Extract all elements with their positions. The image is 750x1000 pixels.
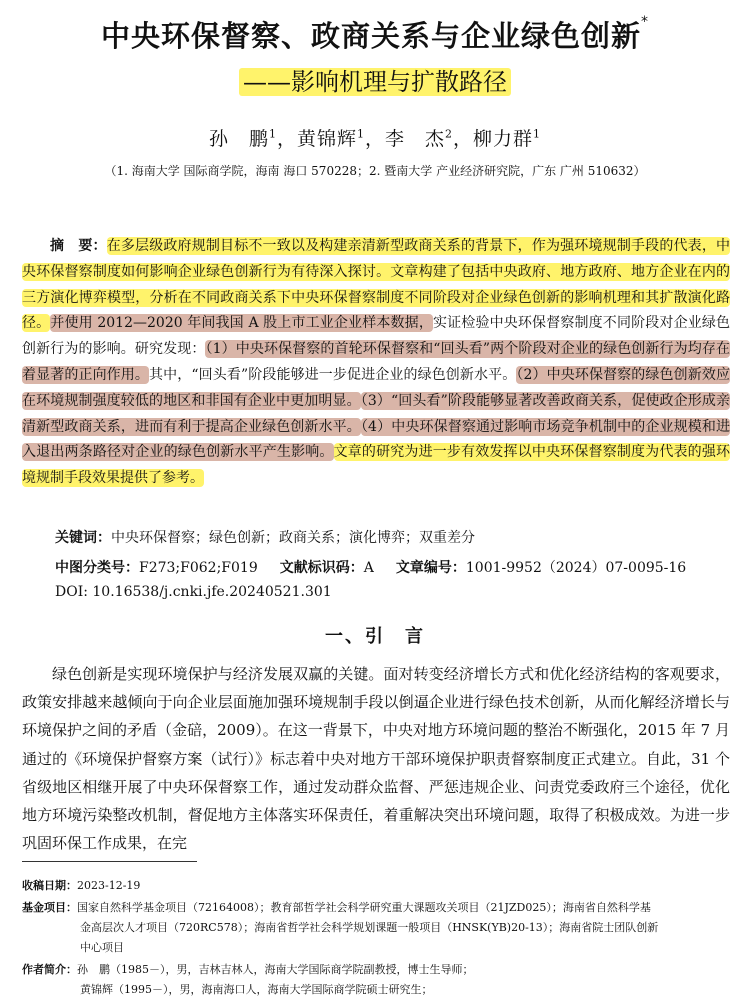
author-name: 孙 鹏 bbox=[208, 128, 269, 150]
abstract-highlight: 并使用 2012—2020 年间我国 A 股上市工业企业样本数据， bbox=[50, 315, 433, 332]
keywords: 关键词：中央环保督察；绿色创新；政商关系；演化博弈；双重差分 bbox=[55, 530, 475, 546]
abstract-highlight: （4）中央环保督察通过影响市场竞争机制中的企业规模和进入退出两条路径对企业的绿色创新水平产生影响。 bbox=[22, 418, 731, 461]
paper-subtitle: ——影响机理与扩散路径 bbox=[0, 62, 750, 97]
doi: DOI: 10.16538/j.cnki.jfe.20240521.301 bbox=[55, 584, 332, 600]
paper-title: 中央环保督察、政商关系与企业绿色创新* bbox=[100, 14, 649, 53]
abstract-label: 摘 要： bbox=[50, 238, 107, 254]
abstract-highlight: （1）中央环保督察的首轮环保督察和“回头看”两个阶段对企业的绿色创新行为均存在着显著的正向作用。 bbox=[22, 341, 730, 383]
abstract-highlight: 在多层级政府规制目标不一致以及构建亲清新型政商关系的背景下，作为强环境规制手段的代表，中央环保督察制度如何影响企业绿色创新行为有待深入探讨。文章构建了包括中央政府、地方政府、地方企业在内的三方演化博弈模型，分析在不同政商关系下中央环保督察制度不同阶段对企业绿色创新的影响机理和其扩散演化路径。 bbox=[22, 238, 731, 332]
author-name: 黄锦辉 bbox=[296, 128, 357, 150]
title-footnote-mark: * bbox=[641, 14, 649, 30]
author-name: 李 杰 bbox=[385, 128, 446, 150]
footnote-received: 收稿日期：2023-12-19 bbox=[22, 879, 141, 892]
affiliation: （1. 海南大学 国际商学院，海南 海口 570228；2. 暨南大学 产业经济研究院，广东 广州 510632） bbox=[104, 164, 646, 178]
section-heading: 一、引 言 bbox=[325, 626, 425, 647]
footnote-divider bbox=[22, 861, 197, 862]
author-name: 柳力群 bbox=[473, 128, 534, 150]
abstract-highlight: 文章的研究为进一步有效发挥以中央环保督察制度为代表的强环境规制手段效果提供了参考。 bbox=[22, 444, 731, 487]
abstract-highlight: （3）“回头看”阶段能够显著改善政商关系，促使政企形成亲清新型政商关系，进而有利于提高企业绿色创新水平。 bbox=[22, 392, 730, 435]
intro-paragraph: 绿色创新是实现环境保护与经济发展双赢的关键。面对转变经济增长方式和优化经济结构的客观要求，政策安排越来越倾向于向企业层面施加强环境规制手段以倒逼企业进行绿色技术创新，从而化解经济增长与环境保护之间的矛盾（金碚，2009）。在这一背景下，中央对地方环境问题的整治不断强化，2015 年 7 月通过的《环境保护督察方案（试行）》标志着中央对地方干部环境保护职责督察制度正式建立。自此，31 个省级地区相继开展了中央环保督察工作，通过发动群众监督、严惩违规企业、问责党委政府三个途径，优化地方环境污染整改机制，督促地方主体落实环保责任，着重解决突出环境问题，取得了积极成效。为进一步巩固环保工作成果，在完 bbox=[22, 665, 730, 853]
author-list: 孙 鹏$^1$，黄锦辉$^1$，李 杰$^2$，柳力群$^1$ bbox=[208, 127, 542, 150]
abstract-highlight: （2）中央环保督察的绿色创新效应在环境规制强度较低的地区和非国有企业中更加明显。 bbox=[22, 366, 730, 409]
abstract: 摘 要：在多层级政府规制目标不一致以及构建亲清新型政商关系的背景下，作为强环境规制手段的代表，中央环保督察制度如何影响企业绿色创新行为有待深入探讨。文章构建了包括中央政府、地方政府、地方企业在内的三方演化博弈模型，分析在不同政商关系下中央环保督察制度不同阶段对企业绿色创新的影响机理和其扩散演化路径。并使用 2012—2020 年间我国 A 股上市工业企业样本数据，实证检验中央环保督察制度不同阶段对企业绿色创新行为的影响。研究发现：（1）中央环保督察的首轮环保督察和“回头看”两个阶段对企业的绿色创新行为均存在着显著的正向作用。其中，“回头看”阶段能够进一步促进企业的绿色创新水平。（2）中央环保督察的绿色创新效应在环境规制强度较低的地区和非国有企业中更加明显。（3）“回头看”阶段能够显著改善政商关系，促使政企形成亲清新型政商关系，进而有利于提高企业绿色创新水平。（4）中央环保督察通过影响市场竞争机制中的企业规模和进入退出两条路径对企业的绿色创新水平产生影响。文章的研究为进一步有效发挥以中央环保督察制度为代表的强环境规制手段效果提供了参考。 bbox=[22, 238, 731, 487]
footnote-author: 作者简介：孙 鹏（1985－），男，吉林吉林人，海南大学国际商学院副教授，博士生导师； 黄锦辉（1995－），男，海南海口人，海南大学国际商学院硕士研究生； bbox=[22, 963, 474, 996]
classification-line: 中图分类号：F273;F062;F019 文献标识码：A 文章编号：1001-9952（2024）07-0095-16 bbox=[55, 560, 687, 576]
footnote-fund: 基金项目：国家自然科学基金项目（72164008）；教育部哲学社会科学研究重大课题攻关项目（21JZD025）；海南省自然科学基 金高层次人才项目（720RC578）；海南省哲学社会科学规划课题一般项目（HNSK(YB)20-13）；海南省院士团队创新 中心项目 bbox=[22, 901, 659, 954]
